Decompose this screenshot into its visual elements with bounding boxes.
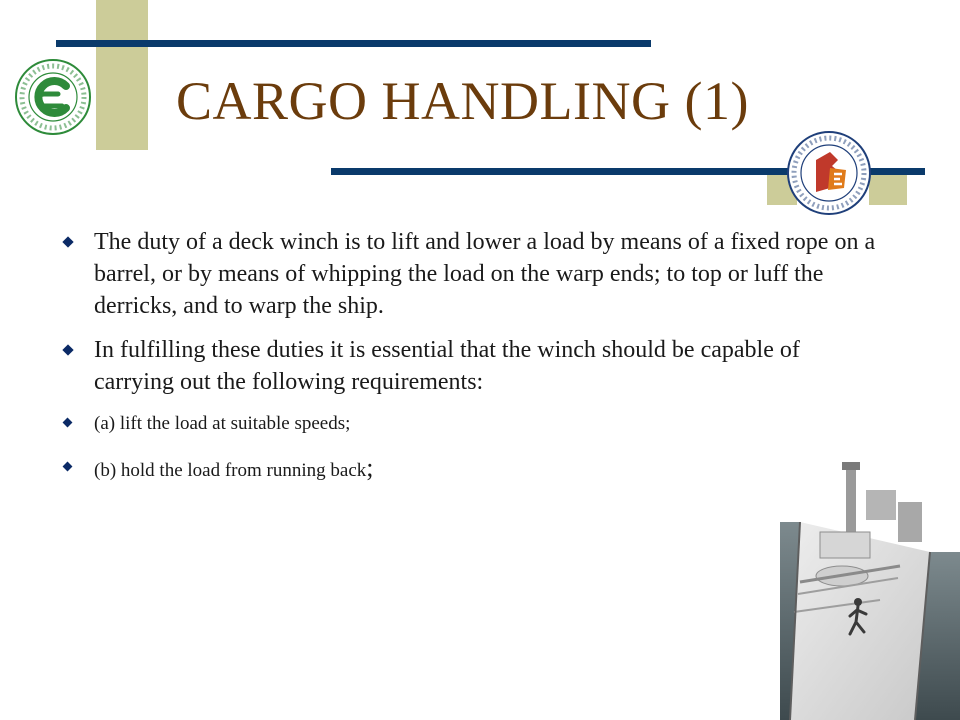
diamond-bullet-icon [62, 236, 73, 247]
decorative-navy-line-top [56, 40, 651, 47]
diamond-bullet-icon [63, 418, 73, 428]
bullet-list [62, 226, 882, 485]
school-emblem-icon [786, 130, 872, 216]
ship-deck-photo-icon [780, 462, 960, 720]
bullet-text: (b) hold the load from running back [94, 460, 367, 481]
diamond-bullet-icon [62, 344, 73, 355]
decorative-tan-bar [96, 0, 148, 150]
bullet-suffix: ; [366, 453, 374, 482]
list-item [62, 334, 882, 398]
bullet-text: (a) lift the load at suitable speeds; [94, 413, 351, 434]
list-item [62, 410, 882, 438]
slide-title: CARGO HANDLING (1) [176, 71, 749, 131]
list-item [62, 226, 882, 322]
list-item [62, 454, 882, 485]
diamond-bullet-icon [63, 462, 73, 472]
bullet-text: The duty of a deck winch is to lift and lower a load by means of a fixed rope on a barrel, or by means of whipping the load on the warp ends; to top or luff the derricks, and to warp the ship. [94, 229, 876, 319]
university-emblem-icon [14, 58, 92, 136]
bullet-text: In fulfilling these duties it is essential that the winch should be capable of carrying out the following requirements: [94, 337, 800, 395]
